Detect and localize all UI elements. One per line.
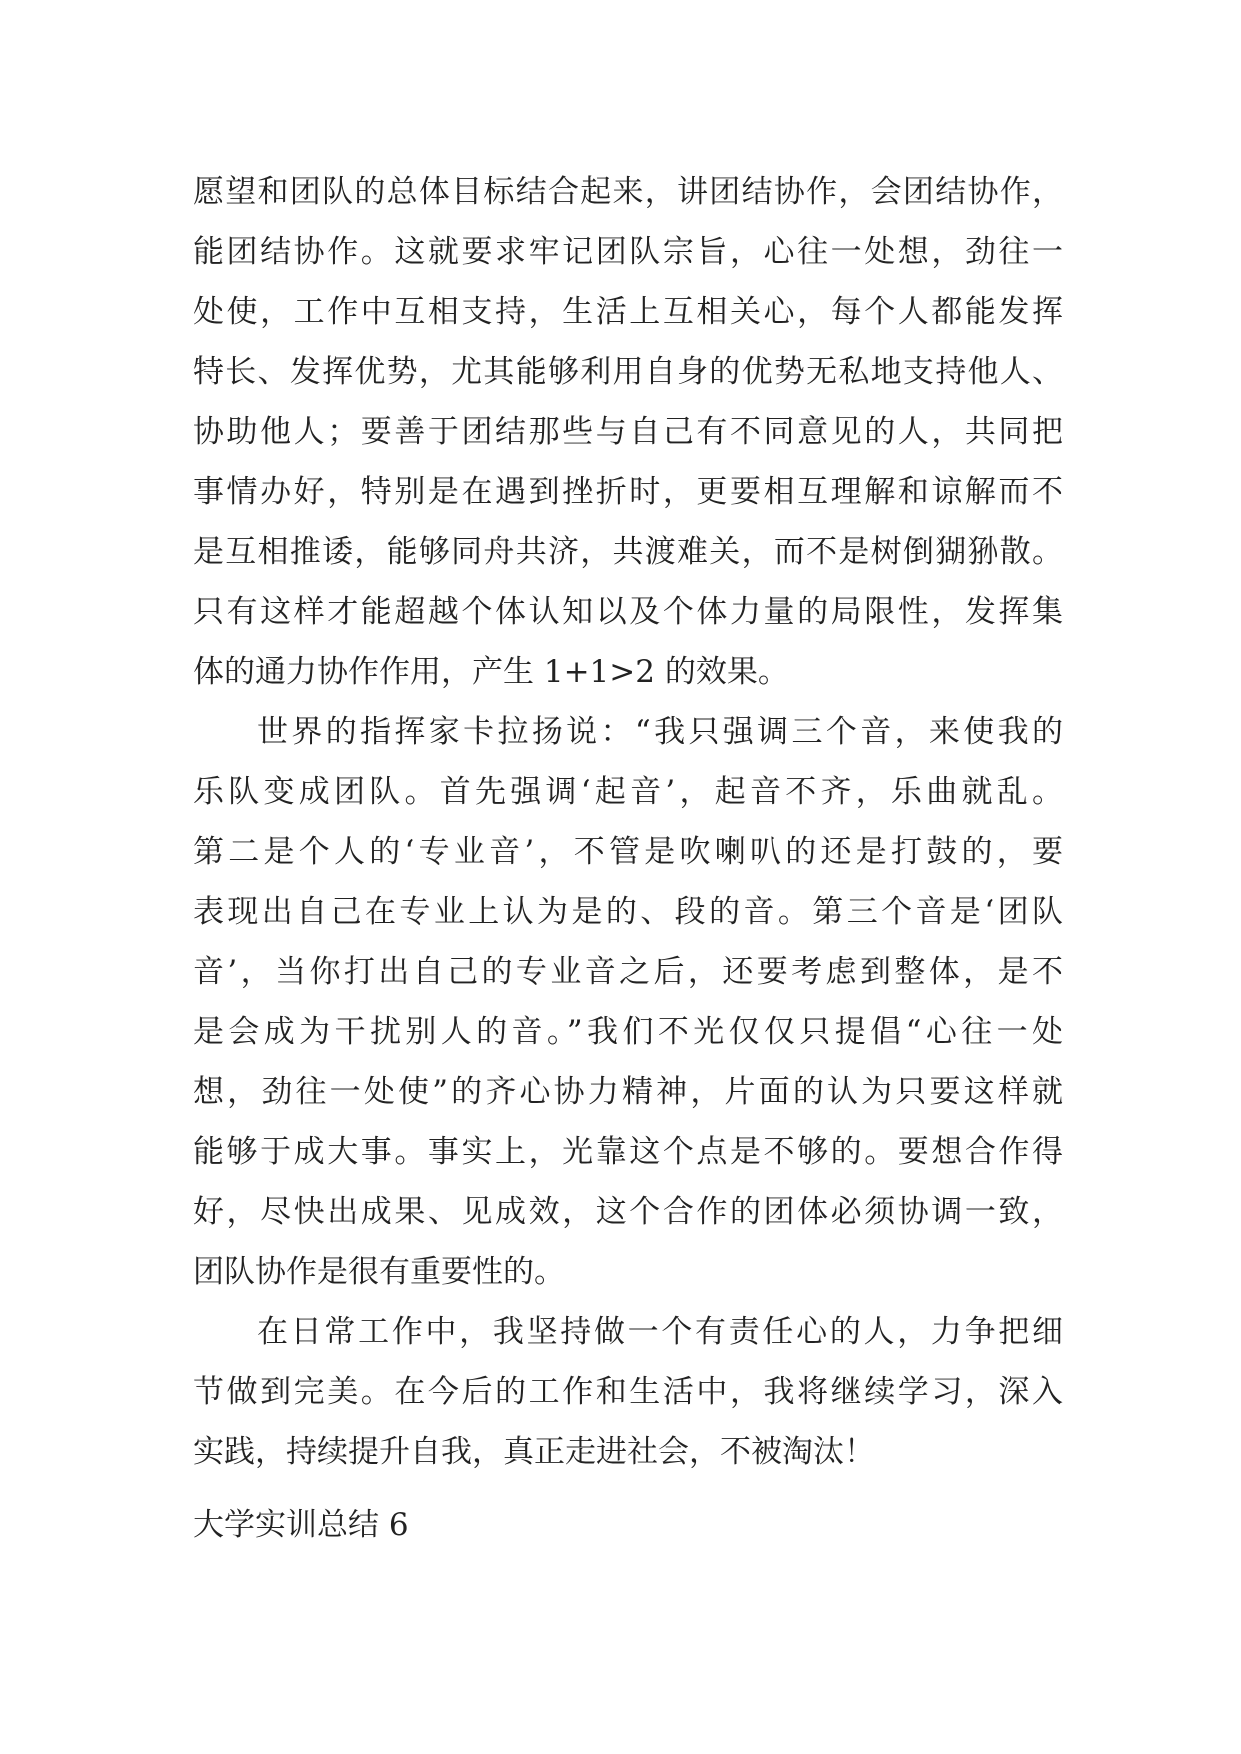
- text-line: 乐队变成团队。首先强调‘起音’，起音不齐，乐曲就乱。: [193, 774, 1063, 810]
- text-line: 只有这样才能超越个体认知以及个体力量的局限性，发挥集: [193, 594, 1063, 630]
- text-line: 实践，持续提升自我，真正走进社会，不被淘汰！: [193, 1434, 875, 1470]
- text-line: 愿望和团队的总体目标结合起来，讲团结协作，会团结协作，: [193, 174, 1063, 210]
- text-line: 能够于成大事。事实上，光靠这个点是不够的。要想合作得: [193, 1134, 1063, 1170]
- text-line: 事情办好，特别是在遇到挫折时，更要相互理解和谅解而不: [193, 474, 1063, 510]
- text-line: 在日常工作中，我坚持做一个有责任心的人，力争把细: [257, 1314, 1063, 1350]
- text-line: 音’，当你打出自己的专业音之后，还要考虑到整体，是不: [193, 954, 1063, 990]
- text-line: 团队协作是很有重要性的。: [193, 1254, 565, 1290]
- text-line: 是会成为干扰别人的音。”我们不光仅仅只提倡“心往一处: [193, 1014, 1063, 1050]
- text-line: 节做到完美。在今后的工作和生活中，我将继续学习，深入: [193, 1374, 1063, 1410]
- text-line: 处使，工作中互相支持，生活上互相关心，每个人都能发挥: [193, 294, 1063, 330]
- body-text: [193, 162, 1063, 1482]
- text-line: 协助他人；要善于团结那些与自己有不同意见的人，共同把: [193, 414, 1063, 450]
- text-line: 体的通力协作作用，产生 1+1>2 的效果。: [193, 654, 789, 690]
- section-heading: 大学实训总结 6: [193, 1507, 409, 1543]
- text-line: 是互相推诿，能够同舟共济，共渡难关，而不是树倒猢狲散。: [193, 534, 1063, 570]
- text-line: 第二是个人的‘专业音’，不管是吹喇叭的还是打鼓的，要: [193, 834, 1063, 870]
- text-line: 表现出自己在专业上认为是的、段的音。第三个音是‘团队: [193, 894, 1063, 930]
- text-line: 世界的指挥家卡拉扬说：“我只强调三个音，来使我的: [257, 714, 1063, 750]
- text-line: 想，劲往一处使”的齐心协力精神，片面的认为只要这样就: [193, 1074, 1063, 1110]
- text-line: 能团结协作。这就要求牢记团队宗旨，心往一处想，劲往一: [193, 234, 1063, 270]
- text-line: 好，尽快出成果、见成效，这个合作的团体必须协调一致，: [193, 1194, 1063, 1230]
- text-line: 特长、发挥优势，尤其能够利用自身的优势无私地支持他人、: [193, 354, 1063, 390]
